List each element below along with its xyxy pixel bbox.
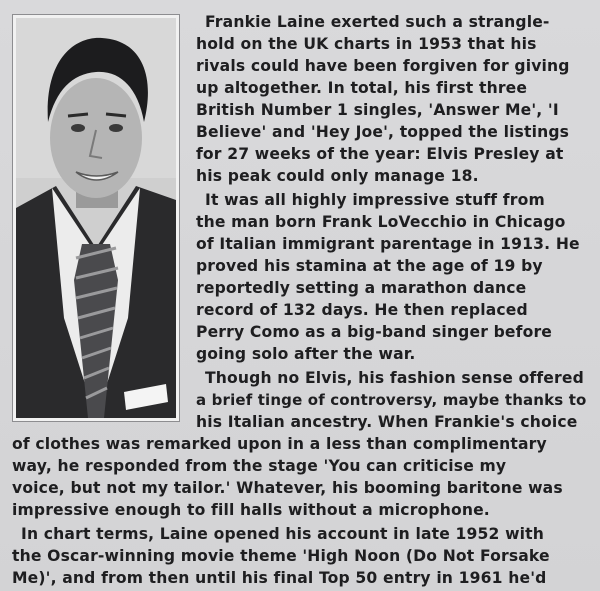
text-line: of clothes was remarked upon in a less than complimentary [12,435,547,453]
text-line: for 27 weeks of the year: Elvis Presley at [196,145,564,163]
text-line: Though no Elvis, his fashion sense offered [205,369,584,387]
text-line: It was all highly impressive stuff from [205,191,545,209]
portrait-photo [12,14,180,422]
text-line: his Italian ancestry. When Frankie's choice [196,413,578,431]
text-line: reportedly setting a marathon dance [196,279,527,297]
text-line: voice, but not my tailor.' Whatever, his booming baritone was [12,479,563,497]
text-line: In chart terms, Laine opened his account in late 1952 with [21,525,545,543]
text-line: the man born Frank LoVecchio in Chicago [196,213,566,231]
text-line: way, he responded from the stage 'You can criticise my [12,457,507,475]
text-line: of Italian immigrant parentage in 1913. He [196,235,580,253]
text-line: British Number 1 singles, 'Answer Me', 'I [196,101,559,119]
portrait-image [16,18,176,418]
text-line: Me)', and from then until his final Top 50 entry in 1961 he'd [12,569,547,587]
text-line: proved his stamina at the age of 19 by [196,257,543,275]
text-line: going solo after the war. [196,345,416,363]
text-line: hold on the UK charts in 1953 that his [196,35,537,53]
text-line: Perry Como as a big-band singer before [196,323,553,341]
text-line: Believe' and 'Hey Joe', topped the listings [196,123,570,141]
text-line: Frankie Laine exerted such a strangle- [205,13,550,31]
text-line: the Oscar-winning movie theme 'High Noon (Do Not Forsake [12,547,550,565]
text-line: a brief tinge of controversy, maybe thanks to [196,391,587,409]
text-line: record of 132 days. He then replaced [196,301,528,319]
text-line: impressive enough to fill halls without a microphone. [12,501,490,519]
text-line: rivals could have been forgiven for giving [196,57,570,75]
text-line: up altogether. In total, his first three [196,79,528,97]
text-line: his peak could only manage 18. [196,167,479,185]
